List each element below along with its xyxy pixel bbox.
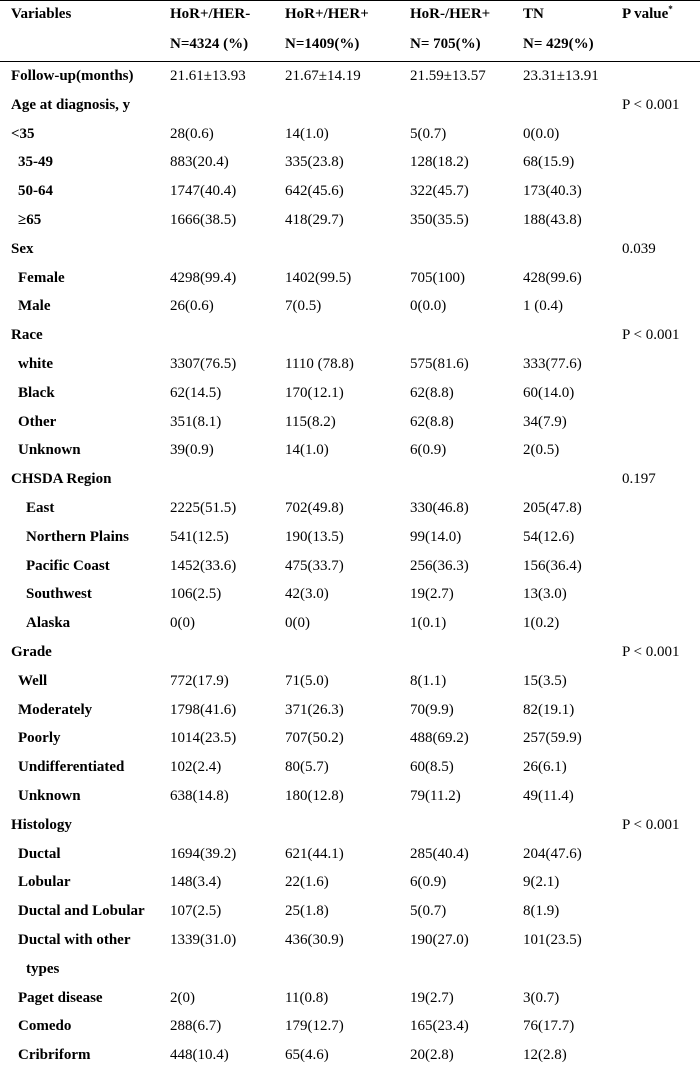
header-tn: TN (523, 6, 544, 22)
row-label: Histology (11, 816, 72, 833)
header-hor-pos-her-pos: HoR+/HER+ (285, 6, 369, 22)
row-value-col1: 39(0.9) (170, 442, 214, 459)
row-value-col4: 1 (0.4) (523, 298, 563, 315)
header-rule (0, 61, 700, 62)
row-value-col2: 42(3.0) (285, 586, 329, 603)
row-value-col2: 14(1.0) (285, 442, 329, 459)
row-value-col4: 8(1.9) (523, 903, 560, 920)
row-value-col2: 25(1.8) (285, 903, 329, 920)
row-value-col2: 371(26.3) (285, 701, 344, 718)
row-value-col2: 418(29.7) (285, 212, 344, 228)
row-value-col4: 0(0.0) (523, 125, 560, 142)
header-hor-neg-her-pos: HoR-/HER+ (410, 6, 491, 22)
row-value-col3: 1(0.1) (410, 615, 447, 632)
row-label: Male (18, 298, 51, 315)
row-value-col3: 60(8.5) (410, 759, 454, 776)
row-value-col1: 883(20.4) (170, 154, 229, 171)
row-value-col2: 115(8.2) (285, 413, 336, 430)
row-p-value: 0.039 (622, 240, 656, 257)
row-value-col3: 99(14.0) (410, 528, 462, 545)
row-label: Ductal (18, 845, 61, 862)
row-value-col2: 1110 (78.8) (285, 356, 354, 372)
row-value-col1: 1694(39.2) (170, 845, 237, 862)
row-value-col4: 15(3.5) (523, 672, 567, 689)
row-value-col4: 3(0.7) (523, 989, 560, 1006)
row-value-col2: 11(0.8) (285, 989, 329, 1006)
row-value-col3: 322(45.7) (410, 183, 469, 200)
row-value-col2: 7(0.5) (285, 298, 322, 315)
table-row (0, 1045, 700, 1074)
row-label: Age at diagnosis, y (11, 96, 131, 113)
row-label: Pacific Coast (26, 557, 110, 574)
row-value-col1: 62(14.5) (170, 384, 222, 401)
row-label: Moderately (18, 701, 93, 718)
row-p-value: 0.197 (622, 471, 656, 488)
row-value-col4: 188(43.8) (523, 212, 582, 228)
row-value-col4: 54(12.6) (523, 528, 575, 545)
row-label: 35-49 (18, 154, 53, 171)
top-rule (0, 0, 700, 1)
row-label: Alaska (26, 615, 71, 632)
row-value-col2: 71(5.0) (285, 672, 329, 689)
table-row (0, 959, 700, 988)
row-value-col3: 350(35.5) (410, 212, 469, 228)
header-tn-n: N= 429(%) (523, 36, 594, 52)
row-value-col1: 772(17.9) (170, 672, 229, 689)
row-value-col2: 22(1.6) (285, 874, 329, 891)
row-value-col3: 70(9.9) (410, 701, 454, 718)
row-value-col1: 26(0.6) (170, 298, 214, 315)
row-label: 50-64 (18, 183, 53, 200)
row-label: CHSDA Region (11, 471, 112, 488)
table-row (0, 152, 700, 181)
row-label: Unknown (18, 442, 81, 459)
row-label: Other (18, 413, 57, 430)
table-row (0, 642, 700, 671)
row-label: Northern Plains (26, 528, 129, 545)
table-row (0, 268, 700, 297)
row-value-col4: 60(14.0) (523, 384, 575, 401)
row-value-col1: 102(2.4) (170, 759, 222, 776)
row-value-col3: 330(46.8) (410, 500, 469, 516)
row-value-col4: 101(23.5) (523, 932, 582, 948)
row-value-col3: 20(2.8) (410, 1047, 454, 1064)
row-value-col3: 8(1.1) (410, 672, 447, 689)
row-value-col2: 179(12.7) (285, 1018, 344, 1035)
row-label: white (18, 356, 53, 372)
row-value-col3: 6(0.9) (410, 442, 447, 459)
table-row (0, 412, 700, 441)
row-value-col1: 21.61±13.93 (170, 68, 246, 84)
table-row (0, 815, 700, 844)
row-value-col2: 702(49.8) (285, 500, 344, 516)
row-value-col3: 19(2.7) (410, 586, 454, 603)
row-label: Undifferentiated (18, 759, 125, 776)
row-value-col3: 0(0.0) (410, 298, 447, 315)
row-value-col2: 642(45.6) (285, 183, 344, 200)
row-value-col1: 3307(76.5) (170, 356, 237, 372)
row-value-col3: 5(0.7) (410, 125, 447, 142)
row-label: Comedo (18, 1018, 72, 1035)
row-label: Sex (11, 240, 34, 257)
row-label: Grade (11, 644, 52, 660)
header-hor-pos-her-pos-n: N=1409(%) (285, 36, 360, 52)
row-value-col4: 76(17.7) (523, 1018, 575, 1035)
row-value-col2: 21.67±14.19 (285, 68, 361, 84)
header-p-value (622, 6, 673, 23)
table-row (0, 901, 700, 930)
row-value-col4: 156(36.4) (523, 557, 582, 574)
table-row (0, 1016, 700, 1045)
row-label: Race (11, 327, 43, 344)
row-value-col3: 165(23.4) (410, 1018, 469, 1035)
row-label: ≥65 (18, 212, 42, 228)
header-p-value-label: P value (622, 6, 669, 22)
table-row (0, 872, 700, 901)
table-row (0, 383, 700, 412)
header-p-value-footnote-mark: * (668, 4, 673, 14)
table-row (0, 469, 700, 498)
row-value-col1: 1666(38.5) (170, 212, 237, 228)
row-label: Cribriform (18, 1047, 91, 1064)
row-label: Southwest (26, 586, 92, 603)
row-value-col2: 65(4.6) (285, 1047, 329, 1064)
table-row (0, 95, 700, 124)
row-label: Ductal and Lobular (18, 903, 145, 920)
row-value-col4: 257(59.9) (523, 730, 582, 747)
row-value-col3: 488(69.2) (410, 730, 469, 747)
table-row (0, 527, 700, 556)
row-value-col2: 180(12.8) (285, 788, 344, 804)
row-value-col1: 4298(99.4) (170, 269, 237, 286)
row-value-col1: 2225(51.5) (170, 500, 237, 516)
row-value-col4: 13(3.0) (523, 586, 567, 603)
row-value-col1: 107(2.5) (170, 903, 222, 920)
table-row (0, 296, 700, 325)
row-value-col4: 12(2.8) (523, 1047, 567, 1064)
row-value-col3: 285(40.4) (410, 845, 469, 862)
row-value-col3: 62(8.8) (410, 384, 454, 401)
row-value-col4: 1(0.2) (523, 615, 560, 632)
row-value-col1: 638(14.8) (170, 788, 229, 804)
row-value-col3: 575(81.6) (410, 356, 469, 372)
row-value-col2: 335(23.8) (285, 154, 344, 171)
row-value-col4: 68(15.9) (523, 154, 575, 171)
row-value-col1: 1747(40.4) (170, 183, 237, 200)
row-value-col1: 2(0) (170, 989, 195, 1006)
row-label: Follow-up(months) (11, 68, 134, 84)
table-row (0, 556, 700, 585)
row-value-col3: 128(18.2) (410, 154, 469, 171)
row-value-col3: 190(27.0) (410, 932, 469, 948)
row-value-col4: 34(7.9) (523, 413, 567, 430)
table-row (0, 498, 700, 527)
row-value-col4: 173(40.3) (523, 183, 582, 200)
table-row (0, 124, 700, 153)
table-row (0, 354, 700, 383)
row-value-col1: 541(12.5) (170, 528, 229, 545)
row-value-col2: 170(12.1) (285, 384, 344, 401)
row-value-col1: 1339(31.0) (170, 932, 237, 948)
row-value-col4: 9(2.1) (523, 874, 560, 891)
row-label: Paget disease (18, 989, 103, 1006)
table-row (0, 786, 700, 815)
table-row (0, 181, 700, 210)
row-value-col4: 26(6.1) (523, 759, 567, 776)
header-hor-pos-her-neg-n: N=4324 (%) (170, 36, 249, 52)
row-value-col3: 256(36.3) (410, 557, 469, 574)
row-value-col4: 23.31±13.91 (523, 68, 599, 84)
row-label: East (26, 500, 55, 516)
row-value-col1: 1452(33.6) (170, 557, 237, 574)
row-value-col3: 5(0.7) (410, 903, 447, 920)
row-value-col3: 19(2.7) (410, 989, 454, 1006)
table-row (0, 700, 700, 729)
row-value-col2: 14(1.0) (285, 125, 329, 142)
row-p-value: P < 0.001 (622, 327, 680, 344)
row-value-col1: 288(6.7) (170, 1018, 222, 1035)
row-label: Ductal with other (18, 932, 131, 948)
header-hor-neg-her-pos-n: N= 705(%) (410, 36, 481, 52)
row-label: Poorly (18, 730, 61, 747)
row-value-col4: 49(11.4) (523, 788, 574, 804)
row-value-col2: 707(50.2) (285, 730, 344, 747)
row-value-col2: 475(33.7) (285, 557, 344, 574)
row-value-col1: 0(0) (170, 615, 195, 632)
row-value-col2: 80(5.7) (285, 759, 329, 776)
table-row (0, 930, 700, 959)
row-value-col3: 21.59±13.57 (410, 68, 486, 84)
table-row (0, 325, 700, 354)
row-p-value: P < 0.001 (622, 816, 680, 833)
row-value-col2: 1402(99.5) (285, 269, 352, 286)
table-row (0, 584, 700, 613)
row-label: Female (18, 269, 65, 286)
row-value-col4: 204(47.6) (523, 845, 582, 862)
row-value-col1: 106(2.5) (170, 586, 222, 603)
table-row (0, 988, 700, 1017)
row-value-col3: 62(8.8) (410, 413, 454, 430)
row-value-col1: 1014(23.5) (170, 730, 237, 747)
row-value-col1: 448(10.4) (170, 1047, 229, 1064)
row-value-col3: 705(100) (410, 269, 465, 286)
row-value-col2: 621(44.1) (285, 845, 344, 862)
row-value-col4: 82(19.1) (523, 701, 575, 718)
row-value-col3: 6(0.9) (410, 874, 447, 891)
table-row (0, 440, 700, 469)
table-row (0, 239, 700, 268)
table-row (0, 613, 700, 642)
row-value-col4: 2(0.5) (523, 442, 560, 459)
header-hor-pos-her-neg: HoR+/HER- (170, 6, 251, 22)
row-value-col1: 148(3.4) (170, 874, 222, 891)
row-value-col2: 436(30.9) (285, 932, 344, 948)
row-label: Well (18, 672, 48, 689)
table-row (0, 728, 700, 757)
row-p-value: P < 0.001 (622, 644, 680, 660)
table-row (0, 844, 700, 873)
table-row (0, 757, 700, 786)
table-row (0, 66, 700, 95)
table-row (0, 210, 700, 239)
row-value-col3: 79(11.2) (410, 788, 461, 804)
row-value-col2: 0(0) (285, 615, 310, 632)
row-label: Unknown (18, 788, 81, 804)
row-label: Lobular (18, 874, 71, 891)
header-variables: Variables (11, 6, 72, 22)
row-label: Black (18, 384, 55, 401)
row-value-col1: 1798(41.6) (170, 701, 237, 718)
row-value-col4: 205(47.8) (523, 500, 582, 516)
row-value-col2: 190(13.5) (285, 528, 344, 545)
row-value-col4: 428(99.6) (523, 269, 582, 286)
row-value-col4: 333(77.6) (523, 356, 582, 372)
table-row (0, 671, 700, 700)
row-value-col1: 351(8.1) (170, 413, 222, 430)
row-value-col1: 28(0.6) (170, 125, 214, 142)
row-label: <35 (11, 125, 35, 142)
row-label: types (26, 960, 60, 977)
row-p-value: P < 0.001 (622, 96, 680, 113)
